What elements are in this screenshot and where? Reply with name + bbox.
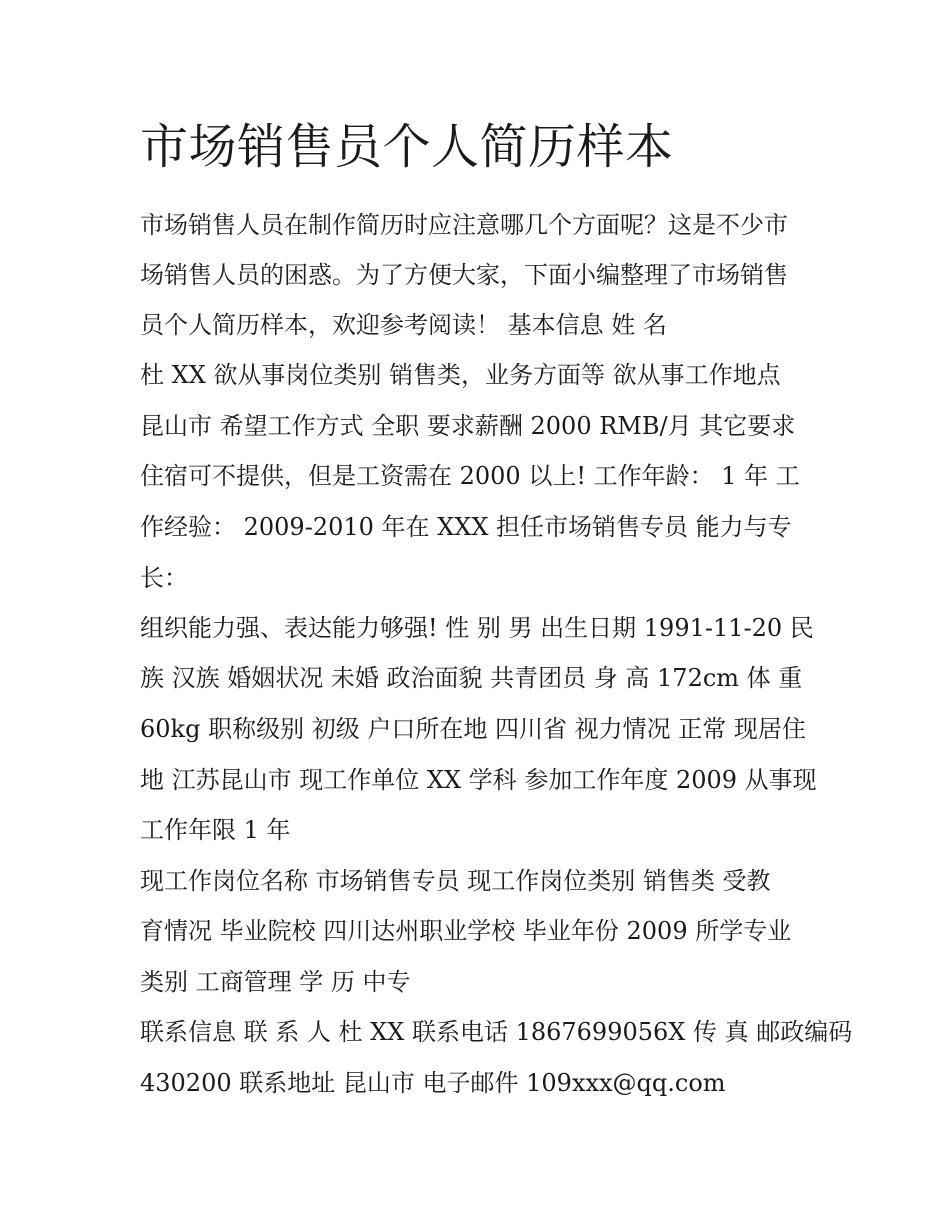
body-line: 430200 联系地址 昆山市 电子邮件 109xxx@qq.com <box>140 1069 726 1097</box>
body-line: 昆山市 希望工作方式 全职 要求薪酬 2000 RMB/月 其它要求 <box>140 412 796 440</box>
body-line: 员个人简历样本，欢迎参考阅读！ 基本信息 姓 名 <box>140 311 667 339</box>
body-line: 类别 工商管理 学 历 中专 <box>140 968 411 996</box>
body-line: 住宿可不提供，但是工资需在 2000 以上! 工作年龄： 1 年 工 <box>140 462 800 490</box>
body-line: 长： <box>140 564 188 592</box>
body-line: 族 汉族 婚姻状况 未婚 政治面貌 共青团员 身 高 172cm 体 重 <box>140 664 803 692</box>
body-line: 作经验： 2009-2010 年在 XXX 担任市场销售专员 能力与专 <box>140 513 792 541</box>
body-line: 现工作岗位名称 市场销售专员 现工作岗位类别 销售类 受教 <box>140 867 771 895</box>
body-line: 联系信息 联 系 人 杜 XX 联系电话 1867699056X 传 真 邮政编码 <box>140 1018 853 1046</box>
body-line: 地 江苏昆山市 现工作单位 XX 学科 参加工作年度 2009 从事现 <box>140 766 817 794</box>
body-line: 场销售人员的困惑。为了方便大家，下面小编整理了市场销售 <box>140 261 788 289</box>
body-line: 杜 XX 欲从事岗位类别 销售类，业务方面等 欲从事工作地点 <box>140 361 781 389</box>
body-line: 市场销售人员在制作简历时应注意哪几个方面呢？这是不少市 <box>140 211 788 239</box>
document-title: 市场销售员个人简历样本 <box>140 119 674 175</box>
body-line: 工作年限 1 年 <box>140 816 291 844</box>
body-line: 育情况 毕业院校 四川达州职业学校 毕业年份 2009 所学专业 <box>140 917 792 945</box>
body-line: 60kg 职称级别 初级 户口所在地 四川省 视力情况 正常 现居住 <box>140 715 806 743</box>
body-line: 组织能力强、表达能力够强! 性 别 男 出生日期 1991-11-20 民 <box>140 614 814 642</box>
